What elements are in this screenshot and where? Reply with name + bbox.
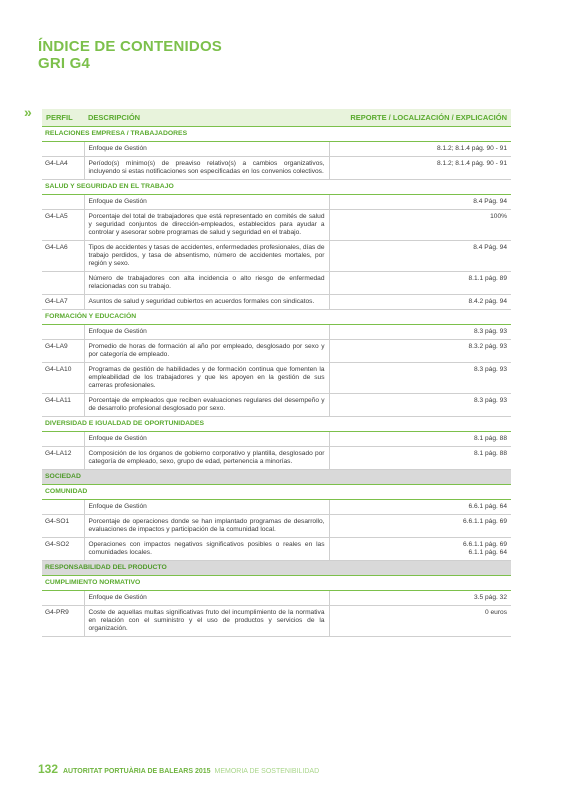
report-reference: 0 euros (329, 606, 511, 637)
section-label: SOCIEDAD (42, 470, 511, 485)
section-header-row (42, 576, 511, 591)
report-reference: 8.4 Pág. 94 (329, 241, 511, 272)
indicator-description: Programas de gestión de habilidades y de formación continua que fomenten la empleabilidad de los trabajadores y que les apoyen en la gestión de sus carreras profesionales. (84, 363, 329, 394)
indicator-description: Porcentaje de operaciones donde se han implantado programas de desarrollo, evaluaciones de impactos y participación de la comunidad local. (84, 515, 329, 538)
report-reference: 8.3 pág. 93 (329, 394, 511, 417)
indicator-description: Enfoque de Gestión (84, 500, 329, 515)
table-row (42, 606, 511, 637)
report-reference: 8.4 Pág. 94 (329, 195, 511, 210)
table-row (42, 142, 511, 157)
section-header-row (42, 310, 511, 325)
indicator-description: Enfoque de Gestión (84, 591, 329, 606)
indicator-code: G4-SO2 (42, 538, 84, 561)
indicator-description: Promedio de horas de formación al año por empleado, desglosado por sexo y por categoría de empleado. (84, 340, 329, 363)
page-title (38, 38, 222, 72)
table-row (42, 447, 511, 470)
table-row (42, 272, 511, 295)
report-reference: 6.6.1 pág. 64 (329, 500, 511, 515)
indicator-code: G4-LA5 (42, 210, 84, 241)
header-reporte: REPORTE / LOCALIZACIÓN / EXPLICACIÓN (329, 109, 511, 127)
indicator-code (42, 432, 84, 447)
indicator-code (42, 500, 84, 515)
indicator-description: Composición de los órganos de gobierno corporativo y plantilla, desglosado por categoría de empleado, sexo, grupo de edad, pertenencia a minorías. (84, 447, 329, 470)
indicator-description: Operaciones con impactos negativos significativos posibles o reales en las comunidades locales. (84, 538, 329, 561)
title-line-1: ÍNDICE DE CONTENIDOS (38, 38, 223, 55)
report-reference: 8.3 pág. 93 (329, 363, 511, 394)
footer-organization: AUTORITAT PORTUÀRIA DE BALEARS (62, 768, 194, 775)
report-reference: 8.3 pág. 93 (329, 325, 511, 340)
indicator-code: G4-LA7 (42, 295, 84, 310)
report-reference: 6.6.1.1 pág. 69 (329, 515, 511, 538)
section-header-row (42, 470, 511, 485)
table-row (42, 500, 511, 515)
table-row (42, 325, 511, 340)
table-row (42, 394, 511, 417)
section-label: RESPONSABILIDAD DEL PRODUCTO (42, 561, 511, 576)
report-reference: 8.1.2; 8.1.4 pág. 90 - 91 (329, 142, 511, 157)
table-row (42, 591, 511, 606)
indicator-description: Porcentaje de empleados que reciben evaluaciones regulares del desempeño y de desarrollo profesional desglosado por sexo. (84, 394, 329, 417)
report-reference: 8.1.1 pág. 89 (329, 272, 511, 295)
indicator-code (42, 195, 84, 210)
section-label: DIVERSIDAD E IGUALDAD DE OPORTUNIDADES (42, 417, 511, 432)
table-row (42, 515, 511, 538)
report-reference: 6.6.1.1 pág. 69 6.1.1 pág. 64 (329, 538, 511, 561)
indicator-code: G4-LA11 (42, 394, 84, 417)
section-label: FORMACIÓN Y EDUCACIÓN (42, 310, 511, 325)
table-row (42, 195, 511, 210)
section-header-row (42, 485, 511, 500)
indicator-description: Porcentaje del total de trabajadores que está representado en comités de salud y seguridad conjuntos de dirección-empleados, establecidos para ayudar a controlar y asesorar sobre programas de salud y seguridad en el trabajo. (84, 210, 329, 241)
page-footer (38, 762, 319, 776)
header-descripcion: DESCRIPCIÓN (84, 109, 329, 127)
indicator-code: G4-LA12 (42, 447, 84, 470)
indicator-description: Enfoque de Gestión (84, 325, 329, 340)
table-row (42, 432, 511, 447)
table-row (42, 295, 511, 310)
table-row (42, 363, 511, 394)
indicator-code: G4-SO1 (42, 515, 84, 538)
report-reference: 100% (329, 210, 511, 241)
section-label: RELACIONES EMPRESA / TRABAJADORES (42, 127, 511, 142)
footer-document: MEMORIA DE SOSTENIBILIDAD (214, 768, 320, 775)
indicator-description: Período(s) mínimo(s) de preaviso relativo(s) a cambios organizativos, incluyendo si estas notificaciones son especificadas en los convenios colectivos. (84, 157, 329, 180)
indicator-description: Enfoque de Gestión (84, 142, 329, 157)
double-chevron-right-icon: » (24, 104, 32, 120)
table-body (42, 127, 511, 637)
indicator-description: Coste de aquellas multas significativas fruto del incumplimiento de la normativa en relación con el suministro y el uso de productos y servicios de la organización. (84, 606, 329, 637)
indicator-description: Número de trabajadores con alta incidencia o alto riesgo de enfermedad relacionadas con su trabajo. (84, 272, 329, 295)
indicator-code (42, 325, 84, 340)
section-header-row (42, 180, 511, 195)
section-header-row (42, 417, 511, 432)
report-reference: 8.1.2; 8.1.4 pág. 90 - 91 (329, 157, 511, 180)
indicator-code (42, 272, 84, 295)
section-label: SALUD Y SEGURIDAD EN EL TRABAJO (42, 180, 511, 195)
indicator-code (42, 591, 84, 606)
table-row (42, 340, 511, 363)
indicator-description: Asuntos de salud y seguridad cubiertos en acuerdos formales con sindicatos. (84, 295, 329, 310)
section-label: COMUNIDAD (42, 485, 511, 500)
indicator-code: G4-PR9 (42, 606, 84, 637)
table-row (42, 241, 511, 272)
title-line-2: GRI G4 (38, 55, 91, 72)
report-reference: 8.4.2 pág. 94 (329, 295, 511, 310)
page-number: 132 (38, 762, 59, 776)
indicator-description: Tipos de accidentes y tasas de accidentes, enfermedades profesionales, días de trabajo perdidos, y tasa de absentismo, número de accidentes mortales, por región y sexo. (84, 241, 329, 272)
report-reference: 8.3.2 pág. 93 (329, 340, 511, 363)
indicator-code (42, 142, 84, 157)
table-header-row (42, 109, 511, 127)
table-row (42, 157, 511, 180)
indicator-code: G4-LA9 (42, 340, 84, 363)
report-reference: 3.5 pág. 32 (329, 591, 511, 606)
section-header-row (42, 561, 511, 576)
table-row (42, 210, 511, 241)
indicator-description: Enfoque de Gestión (84, 432, 329, 447)
header-perfil: PERFIL (42, 109, 84, 127)
indicator-code: G4-LA4 (42, 157, 84, 180)
indicator-description: Enfoque de Gestión (84, 195, 329, 210)
report-reference: 8.1 pág. 88 (329, 432, 511, 447)
footer-year: 2015 (194, 768, 211, 775)
report-reference: 8.1 pág. 88 (329, 447, 511, 470)
table-row (42, 538, 511, 561)
indicator-code: G4-LA10 (42, 363, 84, 394)
indicator-code: G4-LA6 (42, 241, 84, 272)
gri-index-table (42, 109, 511, 637)
section-header-row (42, 127, 511, 142)
section-label: CUMPLIMIENTO NORMATIVO (42, 576, 511, 591)
